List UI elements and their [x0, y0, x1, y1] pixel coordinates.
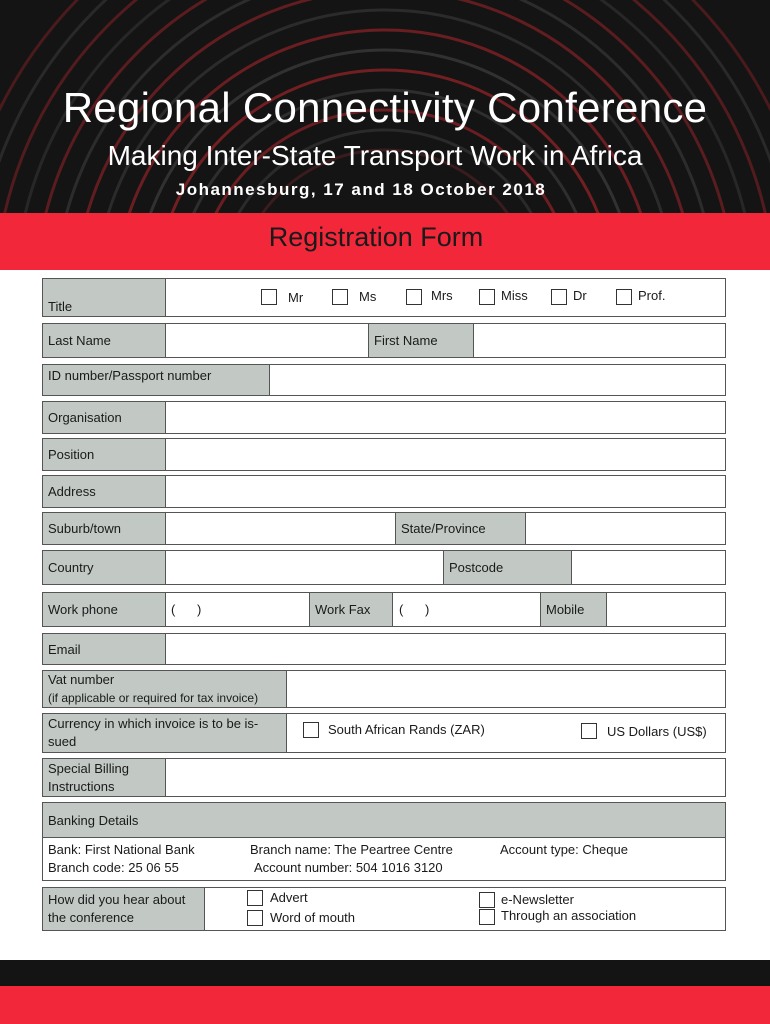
hear-label: How did you hear about the conference [43, 888, 205, 930]
option-usd: US Dollars (US$) [607, 724, 707, 739]
checkbox-miss[interactable] [479, 289, 495, 305]
country-row [42, 550, 726, 585]
option-mrs: Mrs [431, 288, 453, 303]
organisation-field[interactable] [167, 402, 725, 433]
checkbox-zar[interactable] [303, 722, 319, 738]
checkbox-association[interactable] [479, 909, 495, 925]
checkbox-word-of-mouth[interactable] [247, 910, 263, 926]
option-ms: Ms [359, 289, 377, 304]
postcode-field[interactable] [573, 551, 725, 584]
billing-row [42, 758, 726, 797]
conference-subtitle: Making Inter-State Transport Work in Africa [107, 140, 643, 171]
option-association: Through an association [501, 908, 637, 923]
option-mr: Mr [288, 290, 304, 305]
option-miss: Miss [501, 288, 528, 303]
vat-row [42, 670, 726, 708]
hear-row [42, 887, 726, 931]
address-field[interactable] [167, 476, 725, 507]
work-fax-field[interactable]: ( ) [399, 602, 430, 617]
postcode-label: Postcode [443, 551, 572, 584]
footer-black-band [0, 960, 770, 986]
banking-section [42, 802, 726, 881]
option-zar: South African Rands (ZAR) [328, 722, 485, 737]
suburb-label: Suburb/town [43, 513, 166, 544]
last-name-field[interactable] [167, 324, 369, 357]
account-number: Account number: 504 1016 3120 [254, 860, 443, 875]
footer-red-band [0, 986, 770, 1024]
suburb-row [42, 512, 726, 545]
suburb-field[interactable] [167, 513, 395, 544]
state-field[interactable] [527, 513, 725, 544]
id-row [42, 364, 726, 396]
work-phone-field[interactable]: ( ) [171, 602, 202, 617]
state-label: State/Province [395, 513, 526, 544]
option-enewsletter: e-Newsletter [501, 892, 574, 907]
vat-label: Vat number (if applicable or required for tax invoice) [43, 671, 287, 707]
checkbox-ms[interactable] [332, 289, 348, 305]
mobile-label: Mobile [540, 593, 607, 626]
work-phone-label: Work phone [43, 593, 166, 626]
id-field[interactable] [271, 365, 725, 395]
currency-row [42, 713, 726, 753]
work-fax-label: Work Fax [309, 593, 393, 626]
bank-name: Bank: First National Bank [48, 842, 195, 857]
conference-date: Johannesburg, 17 and 18 October 2018 [175, 180, 547, 199]
email-row [42, 633, 726, 665]
billing-label: Special Billing Instructions [43, 759, 166, 796]
title-row [42, 278, 726, 317]
form-title: Registration Form [268, 222, 484, 252]
option-word-of-mouth: Word of mouth [270, 910, 356, 925]
checkbox-dr[interactable] [551, 289, 567, 305]
position-field[interactable] [167, 439, 725, 470]
option-dr: Dr [573, 288, 587, 303]
branch-name: Branch name: The Peartree Centre [250, 842, 453, 857]
email-label: Email [43, 634, 166, 664]
billing-field[interactable] [167, 759, 725, 796]
first-name-field[interactable] [475, 324, 725, 357]
option-advert: Advert [270, 890, 308, 905]
country-label: Country [43, 551, 166, 584]
phone-row [42, 592, 726, 627]
title-label: Title [43, 279, 166, 316]
branch-code: Branch code: 25 06 55 [48, 860, 179, 875]
checkbox-enewsletter[interactable] [479, 892, 495, 908]
last-name-label: Last Name [43, 324, 166, 357]
address-label: Address [43, 476, 166, 507]
country-field[interactable] [167, 551, 443, 584]
checkbox-prof[interactable] [616, 289, 632, 305]
account-type: Account type: Cheque [500, 842, 628, 857]
position-label: Position [43, 439, 166, 470]
name-row [42, 323, 726, 358]
first-name-label: First Name [368, 324, 474, 357]
checkbox-advert[interactable] [247, 890, 263, 906]
organisation-label: Organisation [43, 402, 166, 433]
vat-field[interactable] [288, 671, 725, 707]
organisation-row [42, 401, 726, 434]
header [0, 0, 770, 213]
checkbox-mr[interactable] [261, 289, 277, 305]
checkbox-usd[interactable] [581, 723, 597, 739]
position-row [42, 438, 726, 471]
option-prof: Prof. [638, 288, 666, 303]
id-label: ID number/Passport number [43, 365, 270, 395]
address-row [42, 475, 726, 508]
email-field[interactable] [167, 634, 725, 664]
checkbox-mrs[interactable] [406, 289, 422, 305]
banking-header: Banking Details [43, 803, 725, 838]
mobile-field[interactable] [608, 593, 725, 626]
conference-title: Regional Connectivity Conference [62, 84, 708, 131]
currency-label: Currency in which invoice is to be is- sued [43, 714, 287, 752]
